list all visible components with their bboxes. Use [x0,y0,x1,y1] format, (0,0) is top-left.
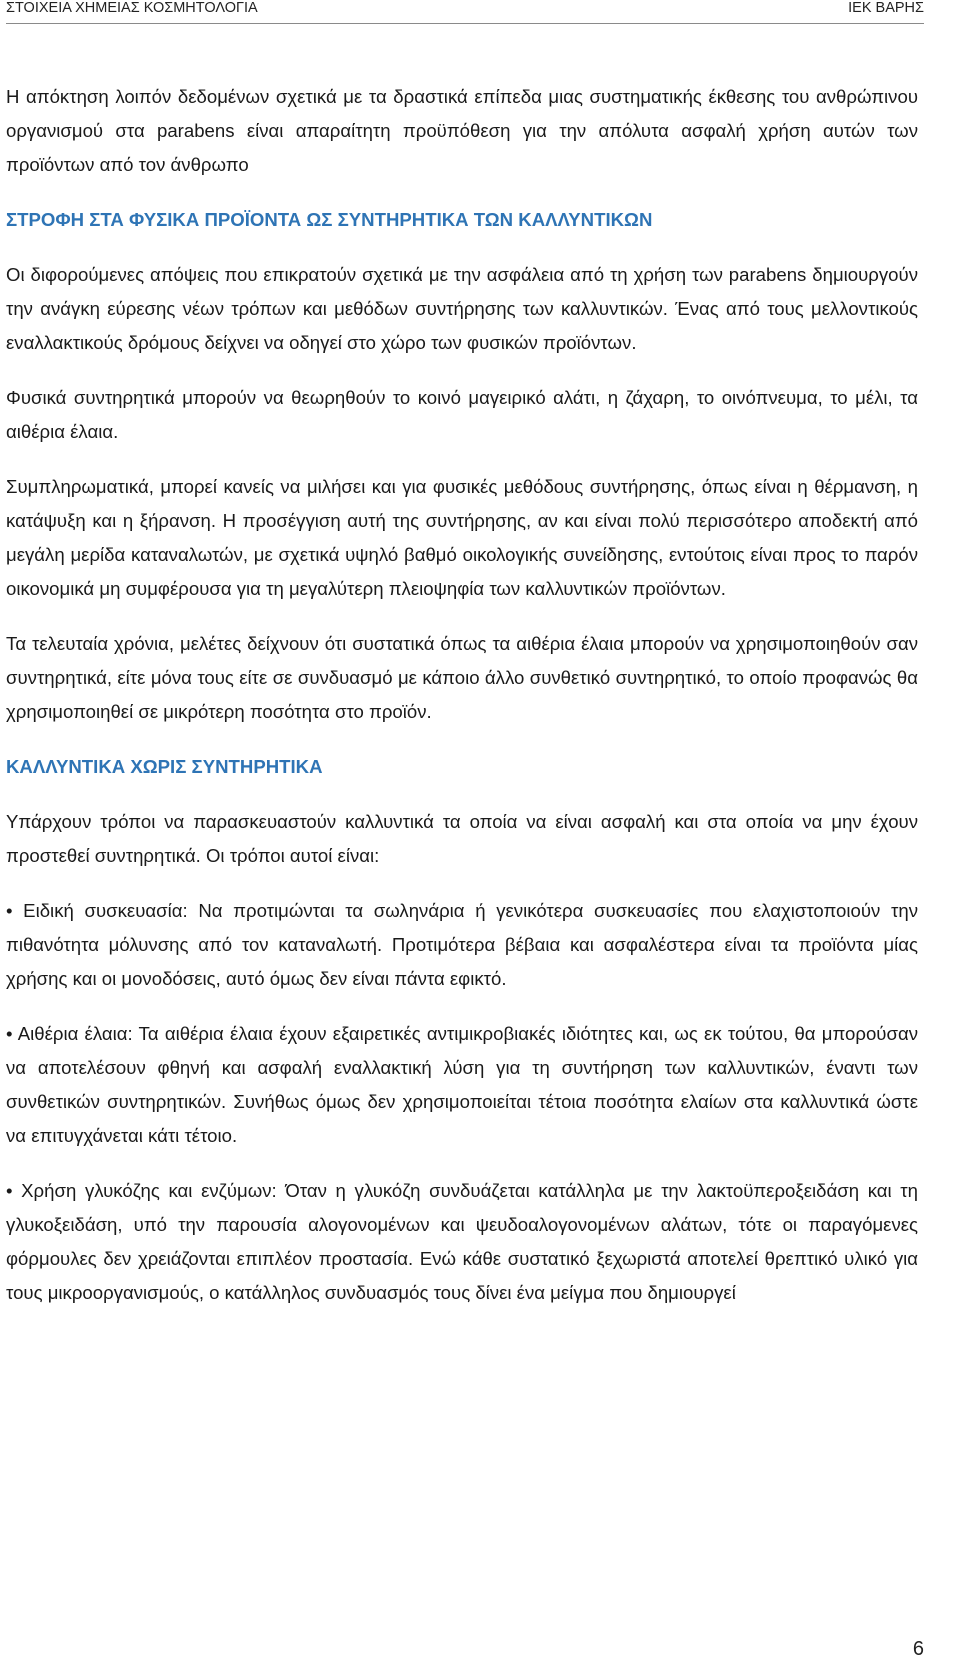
paragraph-methods-intro: Υπάρχουν τρόποι να παρασκευαστούν καλλυντικά τα οποία να είναι ασφαλή και στα οποία να μην έχουν προστεθεί συντηρητικά. Οι τρόποι αυτοί είναι: [6,811,918,866]
section-heading-preservative-free: ΚΑΛΛΥΝΤΙΚΑ ΧΩΡΙΣ ΣΥΝΤΗΡΗΤΙΚΑ [6,756,323,777]
header-course-title: ΣΤΟΙΧΕΙΑ ΧΗΜΕΙΑΣ ΚΟΣΜΗΤΟΛΟΓΙΑ [6,0,258,16]
page-header [6,0,924,22]
section-heading-natural-preservatives: ΣΤΡΟΦΗ ΣΤΑ ΦΥΣΙΚΑ ΠΡΟΪΟΝΤΑ ΩΣ ΣΥΝΤΗΡΗΤΙΚΑ ΤΩΝ ΚΑΛΛΥΝΤΙΚΩΝ [6,209,653,230]
header-institution: ΙΕΚ ΒΑΡΗΣ [848,0,924,16]
page-number: 6 [912,1638,924,1660]
bullet-glucose-enzymes: • Χρήση γλυκόζης και ενζύμων: Όταν η γλυκόζη συνδυάζεται κατάλληλα με την λακτοϋπεροξειδάση και τη γλυκοξειδάση, υπό την παρουσία αλογονομένων και ψευδοαλογονομένων αλάτων, τότε οι παραγόμενες φόρμουλες δεν χρειάζονται επιπλέον προστασία. Ενώ κάθε συστατικό ξεχωριστά αποτελεί θρεπτικό υλικό για τους μικροοργανισμούς, ο κατάλληλος συνδυασμός τους δίνει ένα μείγμα που δημιουργεί [6,1180,918,1303]
paragraph-essential-oils-studies: Τα τελευταία χρόνια, μελέτες δείχνουν ότι συστατικά όπως τα αιθέρια έλαια μπορούν να χρησιμοποιηθούν σαν συντηρητικά, είτε μόνα τους είτε σε συνδυασμό με κάποιο άλλο συνθετικό συντηρητικό, το οποίο προφανώς θα χρησιμοποιηθεί σε μικρότερη ποσότητα στο προϊόν. [6,633,918,722]
header-divider [6,23,924,24]
paragraph-parabens-exposure: Η απόκτηση λοιπόν δεδομένων σχετικά με τα δραστικά επίπεδα μιας συστηματικής έκθεσης του ανθρώπινου οργανισμού στα parabens είναι απαραίτητη προϋπόθεση για την απόλυτα ασφαλή χρήση αυτών των προϊόντων από τον άνθρωπο [6,86,918,175]
bullet-special-packaging: • Ειδική συσκευασία: Να προτιμώνται τα σωληνάρια ή γενικότερα συσκευασίες που ελαχιστοποιούν την πιθανότητα μόλυνσης από τον καταναλωτή. Προτιμότερα βέβαια και ασφαλέστερα είναι τα προϊόντα μίας χρήσης και οι μονοδόσεις, αυτό όμως δεν είναι πάντα εφικτό. [6,900,918,989]
bullet-essential-oils: • Αιθέρια έλαια: Τα αιθέρια έλαια έχουν εξαιρετικές αντιμικροβιακές ιδιότητες και, ως εκ τούτου, θα μπορούσαν να αποτελέσουν φθηνή και ασφαλή εναλλακτική λύση για τη συντήρηση των καλλυντικών, έναντι των συνθετικών συντηρητικών. Συνήθως όμως δεν χρησιμοποιείται τέτοια ποσότητα ελαίων στα καλλυντικά ώστε να επιτυγχάνεται κάτι τέτοιο. [6,1023,918,1146]
paragraph-new-methods: Οι διφορούμενες απόψεις που επικρατούν σχετικά με την ασφάλεια από τη χρήση των parabens δημιουργούν την ανάγκη εύρεσης νέων τρόπων και μεθόδων συντήρησης των καλλυντικών. Ένας από τους μελλοντικούς εναλλακτικούς δρόμους δείχνει να οδηγεί στο χώρο των φυσικών προϊόντων. [6,264,918,353]
paragraph-natural-preservatives-list: Φυσικά συντηρητικά μπορούν να θεωρηθούν το κοινό μαγειρικό αλάτι, η ζάχαρη, το οινόπνευμα, το μέλι, τα αιθέρια έλαια. [6,387,918,442]
paragraph-physical-methods: Συμπληρωματικά, μπορεί κανείς να μιλήσει και για φυσικές μεθόδους συντήρησης, όπως είναι η θέρμανση, η κατάψυξη και η ξήρανση. Η προσέγγιση αυτή της συντήρησης, αν και είναι πολύ περισσότερο αποδεκτή από μεγάλη μερίδα καταναλωτών, με σχετικά υψηλό βαθμό οικολογικής συνείδησης, εντούτοις είναι προς το παρόν οικονομικά μη συμφέρουσα για τη μεγαλύτερη πλειοψηφία των καλλυντικών προϊόντων. [6,476,918,599]
document-body [6,80,918,1331]
